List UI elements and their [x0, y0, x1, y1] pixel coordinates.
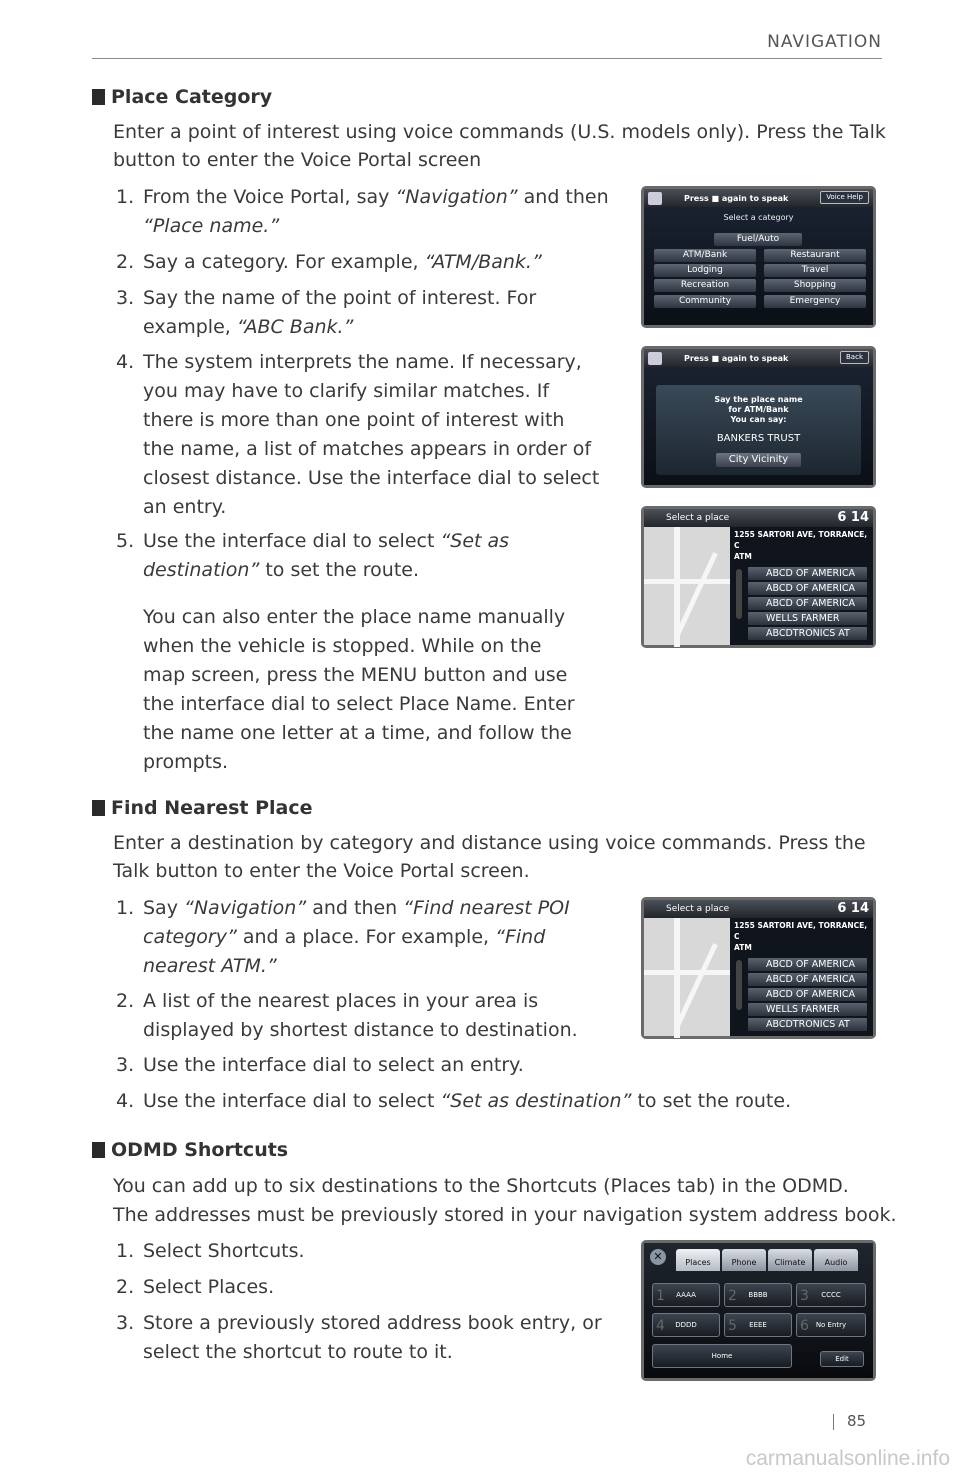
scroll-indicator	[736, 960, 742, 1010]
voice-icon	[648, 192, 662, 205]
intro-line: Enter a destination by category and distance using voice commands. Press the	[113, 832, 866, 854]
step-1: 1. From the Voice Portal, say “Navigation” and then “Place name.”	[116, 186, 609, 237]
step-2: 2. Say a category. For example, “ATM/Bank.”	[116, 251, 542, 273]
header-rule	[92, 58, 882, 59]
watermark: carmanualsonline.info	[745, 1447, 950, 1470]
page-number: 85	[847, 1412, 867, 1430]
screen-select-place: Select a place 6 14 1255 SARTORI AVE, TORRANCE, C ATM ABCD OF AMERICA ABCD OF AMERICA ABCD OF AMERICA WELLS FARMER ABCDTRONICS AT	[641, 506, 876, 648]
scroll-indicator	[736, 569, 742, 619]
step-3: 3. Use the interface dial to select an entry.	[116, 1054, 524, 1076]
heading-odmd-shortcuts: ODMD Shortcuts	[92, 1139, 288, 1161]
heading-find-nearest: Find Nearest Place	[92, 797, 313, 819]
intro-line: You can add up to six destinations to the Shortcuts (Places tab) in the ODMD.	[113, 1175, 849, 1197]
manual-entry-note: You can also enter the place name manually when the vehicle is stopped. While on the map screen, press the MENU button and use the interface dial to select Place Name. Enter the name one letter at a time, and follow the prompts.	[143, 606, 575, 773]
section-bullet-icon	[92, 800, 105, 816]
section-bullet-icon	[92, 89, 105, 105]
heading-place-category: Place Category	[92, 86, 272, 108]
step-4: 4. The system interprets the name. If necessary, you may have to clarify similar matches. If there is more than one point of interest with the name, a list of matches appears in order of closest distance. Use the interface dial to select an entry.	[116, 351, 600, 518]
close-icon: ✕	[650, 1249, 666, 1265]
voice-icon	[648, 352, 662, 365]
map-view	[644, 509, 730, 645]
step-5: 5. Use the interface dial to select “Set as destination” to set the route.	[116, 530, 510, 581]
screen-odmd-shortcuts: ✕ Places Phone Climate Audio 1 AAAA 2 BBBB 3 CCCC 4 DDDD 5 EEEE 6 No Entry Home Edit	[641, 1240, 876, 1381]
step-2: 2. Select Places.	[116, 1276, 275, 1298]
screen-select-category: Press ■ again to speak Voice Help Select a category Fuel/Auto ATM/Bank Restaurant Lodging Travel Recreation Shopping Community Emergency	[641, 186, 876, 328]
map-view	[644, 900, 730, 1036]
screen-say-place-name: Press ■ again to speak Back Say the place name for ATM/Bank You can say: BANKERS TRUST City Vicinity	[641, 346, 876, 488]
intro-line: Talk button to enter the Voice Portal screen.	[113, 860, 530, 882]
intro-line: button to enter the Voice Portal screen	[113, 149, 482, 171]
section-title: NAVIGATION	[767, 32, 882, 52]
step-1: 1. Say “Navigation” and then “Find nearest POI category” and a place. For example, “Find nearest ATM.”	[116, 897, 570, 977]
intro-line: Enter a point of interest using voice commands (U.S. models only). Press the Talk	[113, 121, 886, 143]
step-3: 3. Store a previously stored address book entry, or select the shortcut to route to it.	[116, 1312, 602, 1363]
step-1: 1. Select Shortcuts.	[116, 1240, 305, 1262]
footer-divider	[833, 1414, 834, 1430]
step-3: 3. Say the name of the point of interest. For example, “ABC Bank.”	[116, 287, 537, 338]
step-4: 4. Use the interface dial to select “Set as destination” to set the route.	[116, 1090, 792, 1112]
intro-line: The addresses must be previously stored in your navigation system address book.	[113, 1204, 897, 1226]
section-bullet-icon	[92, 1142, 105, 1158]
screen-nearest-places: Select a place 6 14 1255 SARTORI AVE, TORRANCE, C ATM ABCD OF AMERICA ABCD OF AMERICA ABCD OF AMERICA WELLS FARMER ABCDTRONICS AT	[641, 897, 876, 1039]
step-2: 2. A list of the nearest places in your area is displayed by shortest distance to destination.	[116, 990, 578, 1041]
